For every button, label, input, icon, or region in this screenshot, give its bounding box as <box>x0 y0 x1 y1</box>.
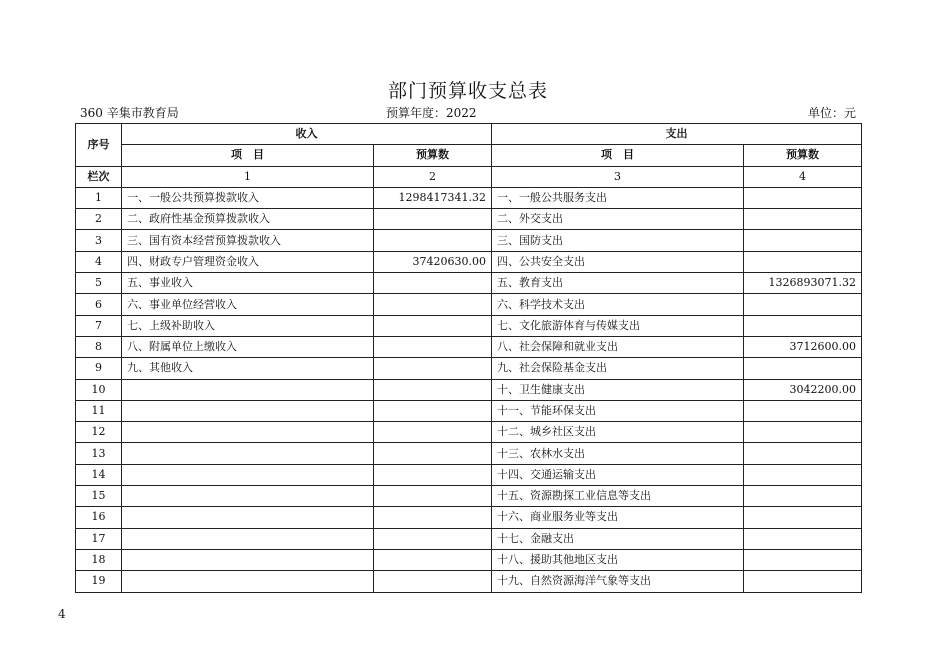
expense-amount-cell <box>744 507 862 528</box>
row-number: 10 <box>76 379 122 400</box>
header-income-budget: 预算数 <box>374 145 492 166</box>
row-number: 9 <box>76 358 122 379</box>
expense-amount-cell <box>744 251 862 272</box>
row-number: 12 <box>76 422 122 443</box>
income-item-cell <box>122 507 374 528</box>
expense-amount-cell <box>744 422 862 443</box>
row-number: 18 <box>76 549 122 570</box>
expense-amount-cell <box>744 571 862 592</box>
column-index-1: 1 <box>122 166 374 187</box>
row-number: 5 <box>76 273 122 294</box>
income-item-cell <box>122 528 374 549</box>
income-item-cell: 九、其他收入 <box>122 358 374 379</box>
unit-label: 单位：元 <box>807 106 856 120</box>
income-amount-cell <box>374 422 492 443</box>
income-item-cell <box>122 379 374 400</box>
table-row <box>76 464 862 485</box>
table-row <box>76 187 862 208</box>
table-row <box>76 400 862 421</box>
table-row <box>76 336 862 357</box>
income-amount-cell <box>374 464 492 485</box>
expense-amount-cell <box>744 528 862 549</box>
income-amount-cell <box>374 273 492 294</box>
table-row <box>76 486 862 507</box>
table-row <box>76 379 862 400</box>
expense-item-cell: 十八、援助其他地区支出 <box>492 549 744 570</box>
header-seq: 序号 <box>76 124 122 167</box>
row-number: 16 <box>76 507 122 528</box>
expense-amount-cell <box>744 443 862 464</box>
row-number: 15 <box>76 486 122 507</box>
expense-amount-cell <box>744 294 862 315</box>
row-number: 7 <box>76 315 122 336</box>
income-item-cell: 八、附属单位上缴收入 <box>122 336 374 357</box>
income-amount-cell <box>374 315 492 336</box>
income-amount-cell <box>374 336 492 357</box>
table-row <box>76 209 862 230</box>
expense-amount-cell <box>744 464 862 485</box>
income-amount-cell <box>374 486 492 507</box>
income-item-cell: 二、政府性基金预算拨款收入 <box>122 209 374 230</box>
expense-item-cell: 十、卫生健康支出 <box>492 379 744 400</box>
table-row <box>76 251 862 272</box>
income-item-cell: 一、一般公共预算拨款收入 <box>122 187 374 208</box>
organization-name: 360 辛集市教育局 <box>80 106 179 120</box>
income-amount-cell <box>374 549 492 570</box>
table-row <box>76 422 862 443</box>
table-row <box>76 358 862 379</box>
expense-item-cell: 四、公共安全支出 <box>492 251 744 272</box>
income-amount-cell <box>374 507 492 528</box>
expense-item-cell: 二、外交支出 <box>492 209 744 230</box>
income-item-cell <box>122 549 374 570</box>
row-number: 11 <box>76 400 122 421</box>
table-row <box>76 528 862 549</box>
income-amount-cell <box>374 230 492 251</box>
expense-amount-cell <box>744 358 862 379</box>
income-amount-cell <box>374 209 492 230</box>
row-number: 3 <box>76 230 122 251</box>
row-number: 2 <box>76 209 122 230</box>
expense-item-cell: 十五、资源勘探工业信息等支出 <box>492 486 744 507</box>
page-number: 4 <box>58 607 66 621</box>
expense-item-cell: 十四、交通运输支出 <box>492 464 744 485</box>
budget-summary-table <box>75 123 862 593</box>
expense-item-cell: 十六、商业服务业等支出 <box>492 507 744 528</box>
header-expense: 支出 <box>492 124 862 145</box>
row-number: 13 <box>76 443 122 464</box>
row-number: 6 <box>76 294 122 315</box>
income-amount-cell <box>374 400 492 421</box>
income-item-cell <box>122 571 374 592</box>
header-income: 收入 <box>122 124 492 145</box>
income-amount-cell: 37420630.00 <box>374 251 492 272</box>
expense-amount-cell <box>744 209 862 230</box>
page-title: 部门预算收支总表 <box>387 80 548 102</box>
income-item-cell: 五、事业收入 <box>122 273 374 294</box>
expense-amount-cell <box>744 486 862 507</box>
row-number: 19 <box>76 571 122 592</box>
income-item-cell: 七、上级补助收入 <box>122 315 374 336</box>
income-amount-cell <box>374 443 492 464</box>
column-index-label: 栏次 <box>76 166 122 187</box>
expense-item-cell: 三、国防支出 <box>492 230 744 251</box>
expense-amount-cell: 3042200.00 <box>744 379 862 400</box>
table-row <box>76 571 862 592</box>
expense-amount-cell <box>744 230 862 251</box>
expense-amount-cell <box>744 187 862 208</box>
table-row <box>76 443 862 464</box>
income-item-cell: 四、财政专户管理资金收入 <box>122 251 374 272</box>
expense-item-cell: 五、教育支出 <box>492 273 744 294</box>
income-item-cell <box>122 464 374 485</box>
budget-year: 预算年度：2022 <box>386 106 477 120</box>
row-number: 17 <box>76 528 122 549</box>
income-amount-cell <box>374 294 492 315</box>
income-amount-cell <box>374 379 492 400</box>
expense-amount-cell: 3712600.00 <box>744 336 862 357</box>
table-row <box>76 294 862 315</box>
table-row <box>76 273 862 294</box>
column-index-4: 4 <box>744 166 862 187</box>
expense-item-cell: 十九、自然资源海洋气象等支出 <box>492 571 744 592</box>
expense-item-cell: 十一、节能环保支出 <box>492 400 744 421</box>
header-income-item: 项 目 <box>122 145 374 166</box>
table-row <box>76 549 862 570</box>
table-row <box>76 230 862 251</box>
expense-amount-cell <box>744 400 862 421</box>
income-amount-cell <box>374 571 492 592</box>
income-item-cell <box>122 422 374 443</box>
expense-item-cell: 一、一般公共服务支出 <box>492 187 744 208</box>
row-number: 4 <box>76 251 122 272</box>
expense-item-cell: 七、文化旅游体育与传媒支出 <box>492 315 744 336</box>
table-row <box>76 315 862 336</box>
row-number: 8 <box>76 336 122 357</box>
table-row <box>76 507 862 528</box>
expense-amount-cell <box>744 549 862 570</box>
income-amount-cell: 1298417341.32 <box>374 187 492 208</box>
income-item-cell <box>122 400 374 421</box>
income-item-cell: 六、事业单位经营收入 <box>122 294 374 315</box>
expense-item-cell: 十二、城乡社区支出 <box>492 422 744 443</box>
header-expense-budget: 预算数 <box>744 145 862 166</box>
income-item-cell: 三、国有资本经营预算拨款收入 <box>122 230 374 251</box>
header-expense-item: 项 目 <box>492 145 744 166</box>
expense-item-cell: 六、科学技术支出 <box>492 294 744 315</box>
expense-item-cell: 九、社会保险基金支出 <box>492 358 744 379</box>
expense-item-cell: 八、社会保障和就业支出 <box>492 336 744 357</box>
income-item-cell <box>122 443 374 464</box>
income-amount-cell <box>374 528 492 549</box>
income-item-cell <box>122 486 374 507</box>
column-index-2: 2 <box>374 166 492 187</box>
expense-item-cell: 十三、农林水支出 <box>492 443 744 464</box>
row-number: 1 <box>76 187 122 208</box>
expense-amount-cell: 1326893071.32 <box>744 273 862 294</box>
income-amount-cell <box>374 358 492 379</box>
column-index-3: 3 <box>492 166 744 187</box>
row-number: 14 <box>76 464 122 485</box>
expense-amount-cell <box>744 315 862 336</box>
expense-item-cell: 十七、金融支出 <box>492 528 744 549</box>
